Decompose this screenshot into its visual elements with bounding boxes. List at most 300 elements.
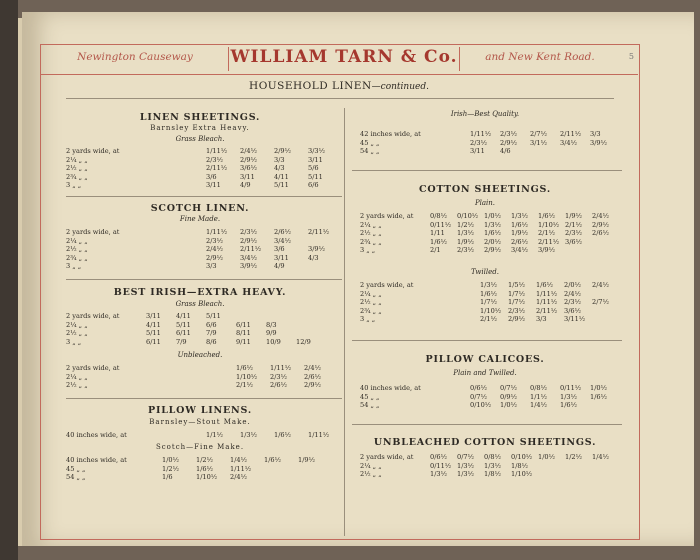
row-label: 2 yards wide, at bbox=[66, 147, 120, 155]
price-cell: 1/9½ bbox=[511, 229, 529, 238]
cotton-sheetings-note-twilled: Twilled. bbox=[471, 268, 499, 276]
price-cell: 1/11½ bbox=[270, 364, 292, 372]
unbleached-cotton-sheetings-title: UNBLEACHED COTTON SHEETINGS. bbox=[373, 437, 597, 448]
price-cell: 2/3½ bbox=[206, 236, 224, 245]
price-cell: 1/10½ bbox=[196, 473, 218, 482]
price-cell: 4/9 bbox=[240, 181, 251, 190]
price-cell: 2/4½ bbox=[564, 289, 582, 298]
price-cell: 1/0½ bbox=[500, 401, 518, 410]
price-cell: 2/1½ bbox=[538, 229, 556, 238]
linen-sheetings-subtitle: Barnsley Extra Heavy. bbox=[150, 124, 250, 132]
price-cell: 3/11 bbox=[470, 147, 485, 156]
price-cell: 8/6 bbox=[206, 337, 217, 346]
price-cell: 6/6 bbox=[206, 320, 217, 329]
row-label: 2¾ „ „ bbox=[360, 306, 382, 315]
table-row bbox=[360, 238, 630, 247]
price-cell: 1/3½ bbox=[457, 461, 475, 470]
price-cell: 2/1½ bbox=[236, 381, 254, 390]
price-cell: 5/6 bbox=[308, 164, 319, 173]
price-cell: 2/9½ bbox=[240, 236, 258, 245]
price-cell: 1/3½ bbox=[430, 470, 448, 479]
row-label: 2¼ „ „ bbox=[360, 289, 382, 298]
price-cell: 6/11 bbox=[176, 329, 191, 338]
price-cell: 9/9 bbox=[266, 329, 277, 338]
price-cell: 3/1½ bbox=[530, 138, 548, 147]
price-cell: 2/3½ bbox=[500, 130, 518, 138]
table-row bbox=[66, 364, 342, 373]
table-row bbox=[360, 229, 630, 238]
price-cell: 1/10½ bbox=[236, 372, 258, 381]
price-cell: 1/4½ bbox=[592, 453, 610, 461]
price-cell: 3/11 bbox=[308, 155, 323, 164]
price-cell: 3/4½ bbox=[560, 138, 578, 147]
price-cell: 3/4½ bbox=[274, 236, 292, 245]
section-rule bbox=[66, 279, 342, 280]
price-cell: 0/10½ bbox=[511, 453, 533, 461]
pillow-linens-scotch-table bbox=[66, 456, 342, 482]
row-label: 3 „ „ bbox=[360, 315, 376, 324]
table-row bbox=[360, 290, 630, 299]
price-cell: 1/2½ bbox=[196, 456, 214, 464]
price-cell: 1/6½ bbox=[236, 364, 254, 372]
table-row bbox=[360, 212, 630, 221]
table-row bbox=[360, 221, 630, 230]
price-cell: 1/3½ bbox=[240, 431, 258, 439]
column-divider bbox=[344, 108, 345, 536]
price-cell: 2/1½ bbox=[565, 220, 583, 229]
price-cell: 2/6½ bbox=[274, 228, 292, 236]
price-cell: 2/9½ bbox=[484, 246, 502, 255]
price-cell: 2/9½ bbox=[240, 155, 258, 164]
price-cell: 1/6½ bbox=[274, 431, 292, 439]
price-cell: 2/4½ bbox=[240, 147, 258, 155]
price-cell: 4/11 bbox=[176, 312, 191, 320]
price-cell: 2/3½ bbox=[470, 138, 488, 147]
page-title bbox=[40, 80, 638, 92]
price-cell: 4/3 bbox=[308, 253, 319, 262]
price-cell: 2/3½ bbox=[565, 229, 583, 238]
pillow-linens-subtitle-scotch: Scotch—Fine Make. bbox=[155, 443, 245, 451]
price-cell: 1/2½ bbox=[565, 453, 583, 461]
price-cell: 4/11 bbox=[274, 172, 289, 181]
table-row bbox=[360, 470, 630, 479]
row-label: 2¾ „ „ bbox=[66, 253, 88, 262]
price-cell: 0/6½ bbox=[430, 453, 448, 461]
price-cell: 4/9 bbox=[274, 262, 285, 271]
row-label: 2¼ „ „ bbox=[360, 461, 382, 470]
price-cell: 1/9½ bbox=[298, 456, 316, 464]
row-label: 2½ „ „ bbox=[66, 245, 88, 254]
price-cell: 5/11 bbox=[146, 329, 161, 338]
table-row bbox=[66, 321, 342, 330]
price-cell: 2/4½ bbox=[304, 364, 322, 372]
price-cell: 3/3 bbox=[206, 262, 217, 271]
table-row bbox=[360, 139, 630, 148]
table-row bbox=[66, 237, 342, 246]
price-cell: 1/1½ bbox=[530, 392, 548, 401]
row-label: 2¾ „ „ bbox=[360, 237, 382, 246]
unbleached-cotton-sheetings-table bbox=[360, 453, 630, 479]
price-cell: 2/6½ bbox=[270, 381, 288, 390]
price-cell: 1/2½ bbox=[457, 220, 475, 229]
price-cell: 5/11 bbox=[206, 312, 221, 320]
price-cell: 12/9 bbox=[296, 337, 311, 346]
price-cell: 2/9½ bbox=[304, 381, 322, 390]
price-cell: 1/11½ bbox=[230, 464, 252, 473]
price-cell: 6/11 bbox=[236, 320, 251, 329]
price-cell: 2/11½ bbox=[536, 306, 558, 315]
price-cell: 2/3½ bbox=[206, 155, 224, 164]
price-cell: 6/6 bbox=[308, 181, 319, 190]
price-cell: 2/3½ bbox=[457, 246, 475, 255]
price-cell: 1/11½ bbox=[206, 147, 228, 155]
row-label: 45 „ „ bbox=[360, 138, 380, 147]
price-cell: 2/6½ bbox=[592, 229, 610, 238]
price-cell: 3/3 bbox=[590, 130, 601, 138]
price-cell: 3/6½ bbox=[564, 306, 582, 315]
row-label: 2¼ „ „ bbox=[360, 220, 382, 229]
price-cell: 1/6½ bbox=[590, 392, 608, 401]
row-label: 2¼ „ „ bbox=[66, 320, 88, 329]
price-cell: 1/7½ bbox=[508, 298, 526, 307]
price-cell: 2/11½ bbox=[560, 130, 582, 138]
price-cell: 1/11½ bbox=[536, 298, 558, 307]
irish-best-quality-title: Irish—Best Quality. bbox=[450, 110, 520, 118]
price-cell: 1/3½ bbox=[484, 461, 502, 470]
row-label: 54 „ „ bbox=[66, 473, 86, 482]
table-row bbox=[66, 164, 342, 173]
row-label: 2½ „ „ bbox=[360, 229, 382, 238]
page-title-continued: —continued. bbox=[371, 82, 429, 92]
price-cell: 3/9½ bbox=[538, 246, 556, 255]
price-cell: 3/4½ bbox=[240, 253, 258, 262]
price-cell: 8/3 bbox=[266, 320, 277, 329]
price-cell: 1/5½ bbox=[508, 281, 526, 289]
page-title-main: HOUSEHOLD LINEN bbox=[249, 80, 372, 92]
table-row bbox=[360, 401, 630, 410]
price-cell: 1/6½ bbox=[480, 289, 498, 298]
price-cell: 5/11 bbox=[176, 320, 191, 329]
table-row bbox=[66, 329, 342, 338]
price-cell: 0/7½ bbox=[500, 384, 518, 392]
price-cell: 1/6½ bbox=[511, 220, 529, 229]
price-cell: 3/11 bbox=[206, 181, 221, 190]
title-rule bbox=[66, 98, 614, 99]
price-cell: 2/6½ bbox=[511, 237, 529, 246]
price-cell: 3/3½ bbox=[308, 147, 326, 155]
price-cell: 7/9 bbox=[206, 329, 217, 338]
row-label: 40 inches wide, at bbox=[66, 431, 127, 439]
price-cell: 3/6½ bbox=[565, 237, 583, 246]
price-cell: 2/1 bbox=[430, 246, 441, 255]
row-label: 2¼ „ „ bbox=[66, 236, 88, 245]
section-rule bbox=[66, 196, 342, 197]
section-rule bbox=[352, 424, 622, 425]
price-cell: 0/8½ bbox=[530, 384, 548, 392]
table-row bbox=[66, 338, 342, 347]
cotton-sheetings-title: COTTON SHEETINGS. bbox=[419, 184, 551, 195]
price-cell: 1/3½ bbox=[560, 392, 578, 401]
table-row bbox=[66, 254, 342, 263]
row-label: 2 yards wide, at bbox=[360, 453, 414, 461]
price-cell: 1/3½ bbox=[511, 212, 529, 220]
row-label: 3 „ „ bbox=[360, 246, 376, 255]
price-cell: 3/6 bbox=[274, 245, 285, 254]
price-cell: 7/9 bbox=[176, 337, 187, 346]
row-label: 40 inches wide, at bbox=[66, 456, 127, 464]
price-cell: 2/7½ bbox=[530, 130, 548, 138]
price-cell: 2/4½ bbox=[592, 281, 610, 289]
cotton-sheetings-twilled-table bbox=[360, 281, 630, 324]
price-cell: 1/3½ bbox=[484, 220, 502, 229]
price-cell: 1/3½ bbox=[457, 229, 475, 238]
price-cell: 1/11½ bbox=[536, 289, 558, 298]
pillow-calicoes-title: PILLOW CALICOES. bbox=[425, 354, 545, 365]
price-cell: 1/9½ bbox=[565, 212, 583, 220]
price-cell: 1/11½ bbox=[206, 228, 228, 236]
pillow-linens-title: PILLOW LINENS. bbox=[148, 405, 252, 416]
price-cell: 1/10½ bbox=[538, 220, 560, 229]
row-label: 2½ „ „ bbox=[66, 381, 88, 390]
table-row bbox=[66, 181, 342, 190]
table-row bbox=[66, 373, 342, 382]
price-cell: 4/6 bbox=[500, 147, 511, 156]
table-row bbox=[66, 465, 342, 474]
best-irish-table bbox=[66, 312, 342, 346]
price-cell: 0/6½ bbox=[470, 384, 488, 392]
linen-sheetings-table bbox=[66, 147, 342, 190]
price-cell: 2/3½ bbox=[564, 298, 582, 307]
price-cell: 1/9½ bbox=[457, 237, 475, 246]
price-cell: 1/6½ bbox=[536, 281, 554, 289]
price-cell: 3/9½ bbox=[240, 262, 258, 271]
table-row bbox=[360, 315, 630, 324]
price-cell: 0/10½ bbox=[457, 212, 479, 220]
price-cell: 2/9½ bbox=[206, 253, 224, 262]
price-cell: 2/9½ bbox=[592, 220, 610, 229]
price-cell: 1/10½ bbox=[480, 306, 502, 315]
row-label: 2½ „ „ bbox=[66, 164, 88, 173]
price-cell: 2/9½ bbox=[508, 315, 526, 324]
best-irish-title: BEST IRISH—EXTRA HEAVY. bbox=[113, 287, 287, 298]
row-label: 40 inches wide, at bbox=[360, 384, 421, 392]
scotch-linen-note: Fine Made. bbox=[179, 215, 221, 223]
price-cell: 0/7½ bbox=[470, 392, 488, 401]
price-cell: 3/6 bbox=[206, 172, 217, 181]
row-label: 42 inches wide, at bbox=[360, 130, 421, 138]
price-cell: 1/6½ bbox=[264, 456, 282, 464]
price-cell: 2/3½ bbox=[240, 228, 258, 236]
row-label: 2½ „ „ bbox=[360, 470, 382, 479]
page-number: 5 bbox=[628, 52, 634, 61]
table-row bbox=[66, 456, 342, 465]
price-cell: 2/3½ bbox=[270, 372, 288, 381]
price-cell: 9/11 bbox=[236, 337, 251, 346]
price-cell: 1/3½ bbox=[480, 281, 498, 289]
price-cell: 1/6½ bbox=[196, 464, 214, 473]
row-label: 3 „ „ bbox=[66, 337, 82, 346]
table-row bbox=[66, 156, 342, 165]
price-cell: 2/9½ bbox=[274, 147, 292, 155]
pillow-linens-barnsley-table bbox=[66, 431, 342, 440]
price-cell: 0/11½ bbox=[430, 461, 452, 470]
row-label: 2½ „ „ bbox=[360, 298, 382, 307]
price-cell: 2/1½ bbox=[480, 315, 498, 324]
table-row bbox=[66, 431, 342, 440]
price-cell: 1/3½ bbox=[457, 470, 475, 479]
table-row bbox=[66, 173, 342, 182]
price-cell: 3/6½ bbox=[240, 164, 258, 173]
table-row bbox=[360, 453, 630, 462]
table-row bbox=[66, 245, 342, 254]
price-cell: 2/4½ bbox=[206, 245, 224, 254]
section-rule bbox=[352, 170, 622, 171]
header-company-name: WILLIAM TARN & Co. bbox=[228, 47, 460, 71]
best-irish-note-unbleached: Unbleached. bbox=[177, 351, 223, 359]
price-cell: 4/3 bbox=[274, 164, 285, 173]
price-cell: 3/11 bbox=[146, 312, 161, 320]
price-cell: 2/3½ bbox=[508, 306, 526, 315]
scotch-linen-table bbox=[66, 228, 342, 271]
section-rule bbox=[66, 398, 342, 399]
header-right-address: and New Kent Road. bbox=[485, 51, 595, 63]
cotton-sheetings-note-plain: Plain. bbox=[474, 199, 496, 207]
price-cell: 1/7½ bbox=[508, 289, 526, 298]
price-cell: 2/7½ bbox=[592, 298, 610, 307]
price-cell: 1/10½ bbox=[511, 470, 533, 479]
price-cell: 5/11 bbox=[308, 172, 323, 181]
price-cell: 1/1½ bbox=[206, 431, 224, 439]
price-cell: 2/0½ bbox=[484, 237, 502, 246]
pillow-calicoes-table bbox=[360, 384, 630, 410]
price-cell: 3/3 bbox=[536, 315, 547, 324]
price-cell: 1/0½ bbox=[538, 453, 556, 461]
row-label: 3 „ „ bbox=[66, 181, 82, 190]
price-cell: 4/11 bbox=[146, 320, 161, 329]
price-cell: 6/11 bbox=[146, 337, 161, 346]
row-label: 2 yards wide, at bbox=[360, 281, 414, 289]
price-cell: 1/4½ bbox=[230, 456, 248, 464]
table-row bbox=[66, 473, 342, 482]
price-cell: 3/9½ bbox=[308, 245, 326, 254]
price-cell: 1/6½ bbox=[560, 401, 578, 410]
price-cell: 8/11 bbox=[236, 329, 251, 338]
price-cell: 0/8½ bbox=[430, 212, 448, 220]
scotch-linen-title: SCOTCH LINEN. bbox=[150, 203, 250, 214]
table-row bbox=[360, 307, 630, 316]
best-irish-unbleached-table bbox=[66, 364, 342, 390]
table-row bbox=[360, 393, 630, 402]
price-cell: 1/4½ bbox=[530, 401, 548, 410]
price-cell: 1/6½ bbox=[538, 212, 556, 220]
table-row bbox=[66, 312, 342, 321]
row-label: 2 yards wide, at bbox=[66, 228, 120, 236]
header-left-address: Newington Causeway bbox=[77, 51, 193, 63]
price-cell: 1/0½ bbox=[162, 456, 180, 464]
table-row bbox=[360, 130, 630, 139]
row-label: 3 „ „ bbox=[66, 262, 82, 271]
page-header bbox=[40, 44, 638, 75]
row-label: 54 „ „ bbox=[360, 147, 380, 156]
price-cell: 1/8½ bbox=[511, 461, 529, 470]
price-cell: 1/6 bbox=[162, 473, 173, 482]
price-cell: 3/4½ bbox=[511, 246, 529, 255]
row-label: 2 yards wide, at bbox=[360, 212, 414, 220]
table-row bbox=[360, 147, 630, 156]
row-label: 54 „ „ bbox=[360, 401, 380, 410]
price-cell: 2/4½ bbox=[592, 212, 610, 220]
row-label: 2¼ „ „ bbox=[66, 155, 88, 164]
table-row bbox=[360, 281, 630, 290]
price-cell: 0/9½ bbox=[500, 392, 518, 401]
price-cell: 0/11½ bbox=[560, 384, 582, 392]
table-row bbox=[360, 298, 630, 307]
price-cell: 3/11 bbox=[240, 172, 255, 181]
price-cell: 2/11½ bbox=[240, 245, 262, 254]
price-cell: 3/9½ bbox=[590, 138, 608, 147]
cotton-sheetings-plain-table bbox=[360, 212, 630, 255]
price-cell: 1/7½ bbox=[480, 298, 498, 307]
price-cell: 2/6½ bbox=[304, 372, 322, 381]
row-label: 2¾ „ „ bbox=[66, 172, 88, 181]
section-rule bbox=[352, 340, 622, 341]
price-cell: 3/3 bbox=[274, 155, 285, 164]
price-cell: 0/11½ bbox=[430, 220, 452, 229]
table-row bbox=[360, 246, 630, 255]
price-cell: 5/11 bbox=[274, 181, 289, 190]
linen-sheetings-note: Grass Bleach. bbox=[175, 135, 225, 143]
row-label: 2 yards wide, at bbox=[66, 312, 120, 320]
row-label: 45 „ „ bbox=[66, 464, 86, 473]
price-cell: 1/0½ bbox=[590, 384, 608, 392]
price-cell: 1/8½ bbox=[484, 470, 502, 479]
price-cell: 3/11½ bbox=[564, 315, 586, 324]
row-label: 2½ „ „ bbox=[66, 329, 88, 338]
price-cell: 1/0½ bbox=[484, 212, 502, 220]
pillow-calicoes-note: Plain and Twilled. bbox=[453, 369, 517, 377]
price-cell: 2/11½ bbox=[308, 228, 330, 236]
row-label: 45 „ „ bbox=[360, 392, 380, 401]
price-cell: 1/11 bbox=[430, 229, 445, 238]
price-cell: 2/9½ bbox=[500, 138, 518, 147]
table-row bbox=[360, 462, 630, 471]
price-cell: 10/9 bbox=[266, 337, 281, 346]
price-cell: 0/8½ bbox=[484, 453, 502, 461]
price-cell: 0/7½ bbox=[457, 453, 475, 461]
price-cell: 1/6½ bbox=[484, 229, 502, 238]
price-cell: 2/11½ bbox=[538, 237, 560, 246]
price-cell: 3/11 bbox=[274, 253, 289, 262]
row-label: 2 yards wide, at bbox=[66, 364, 120, 372]
price-cell: 1/6½ bbox=[430, 237, 448, 246]
price-cell: 0/10½ bbox=[470, 401, 492, 410]
price-cell: 1/11½ bbox=[308, 431, 330, 439]
best-irish-note-grass: Grass Bleach. bbox=[175, 300, 225, 308]
price-cell: 2/4½ bbox=[230, 473, 248, 482]
table-row bbox=[66, 381, 342, 390]
price-cell: 1/11½ bbox=[470, 130, 492, 138]
price-cell: 2/11½ bbox=[206, 164, 228, 173]
pillow-linens-subtitle: Barnsley—Stout Make. bbox=[149, 418, 251, 426]
table-row bbox=[66, 228, 342, 237]
linen-sheetings-title: LINEN SHEETINGS. bbox=[139, 112, 261, 123]
irish-best-quality-table bbox=[360, 130, 630, 156]
book-spine bbox=[0, 0, 18, 560]
table-row bbox=[66, 147, 342, 156]
table-row bbox=[360, 384, 630, 393]
price-cell: 2/0½ bbox=[564, 281, 582, 289]
price-cell: 1/2½ bbox=[162, 464, 180, 473]
